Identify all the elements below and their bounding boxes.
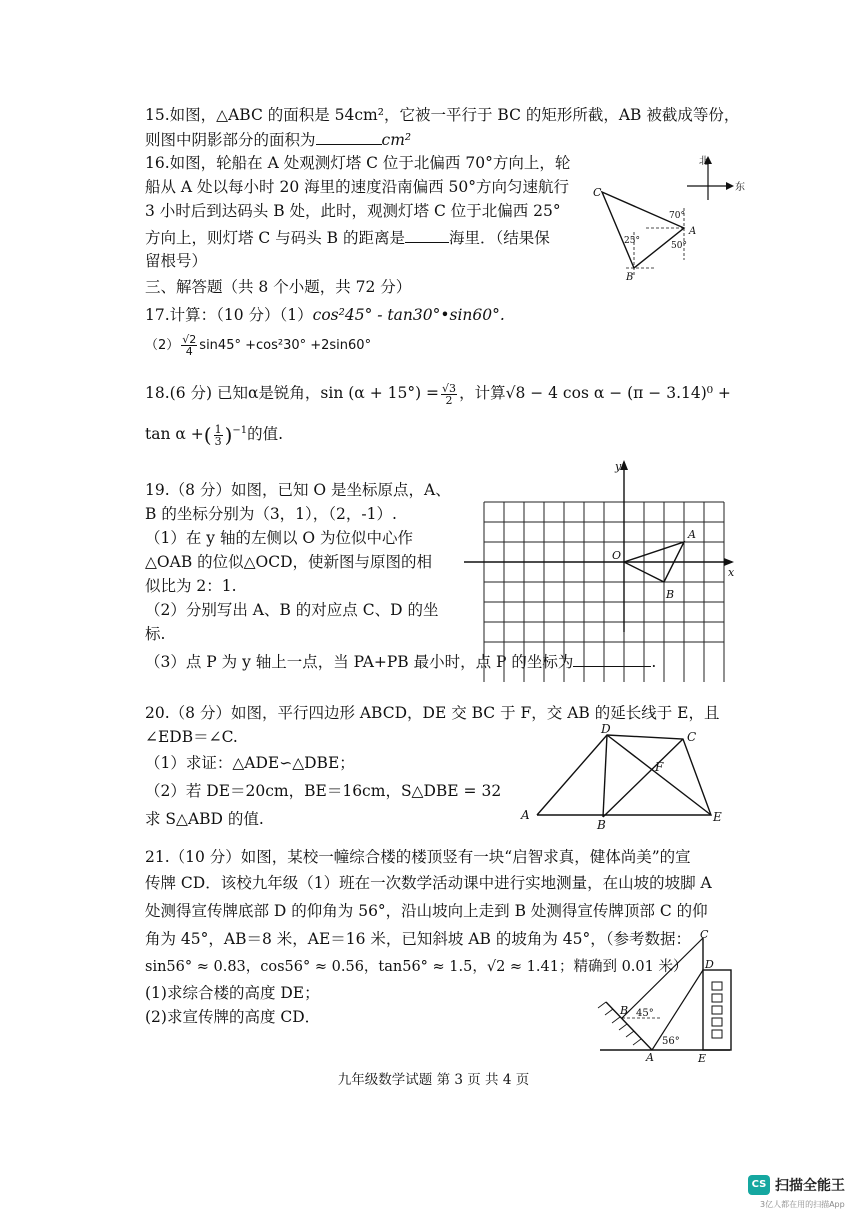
parallelogram-and-base: [537, 735, 711, 815]
q17-den: 4: [185, 345, 193, 358]
q19-line3: （1）在 y 轴的左侧以 O 为位似中心作: [145, 529, 414, 547]
camscanner-logo-icon: CS: [748, 1175, 770, 1195]
q18-line1: [145, 382, 731, 406]
angle-25: 25°: [624, 236, 640, 246]
q19-line8: [145, 650, 656, 673]
q16-line3: 3 小时后到达码头 B 处，此时，观测灯塔 C 位于北偏西 25°: [145, 202, 561, 220]
q18-den: 2: [445, 393, 453, 407]
q21-line5: sin56° ≈ 0.83，cos56° ≈ 0.56，tan56° ≈ 1.5，√2 ≈ 1.41；精确到 0.01 米）: [145, 959, 688, 975]
q15-line1: 15.如图，△ABC 的面积是 54cm²，它被一平行于 BC 的矩形所截，AB 被截成等份，: [145, 106, 740, 124]
q16-line2: 船从 A 处以每小时 20 海里的速度沿南偏西 50°方向匀速航行: [145, 178, 570, 196]
q18-frac-third: [214, 424, 223, 447]
q17-expr2: sin45° +cos²30° +2sin60°: [199, 338, 372, 353]
q21-angle-45: 45°: [636, 1008, 654, 1019]
q15-unit: cm²: [381, 131, 412, 149]
q17-line1: [145, 304, 505, 326]
building-windows: [712, 982, 722, 1038]
page-footer: 九年级数学试题 第 3 页 共 4 页: [337, 1072, 530, 1088]
segment-de: [607, 735, 711, 815]
q18-frac-sqrt3: [441, 383, 457, 406]
q19-line8-pre: （3）点 P 为 y 轴上一点，当 PA+PB 最小时，点 P 的坐标为: [145, 653, 574, 671]
q17-fraction: [181, 334, 197, 357]
q20-line5: 求 S△ABD 的值.: [145, 810, 264, 828]
q18-three: 3: [214, 434, 222, 448]
q18-pre: 18.(6 分) 已知α是锐角，sin (α + 15°) =: [145, 384, 440, 402]
q21-line7: (2)求宣传牌的高度 CD．: [145, 1008, 321, 1026]
q16-line1: 16.如图，轮船在 A 处观测灯塔 C 位于北偏西 70°方向上，轮: [145, 154, 571, 172]
q20-point-f: F: [655, 760, 664, 774]
q18-tan: tan α +: [145, 425, 204, 444]
q16-line4: [145, 226, 550, 249]
q20-line2: ∠EDB＝∠C.: [145, 728, 238, 746]
x-axis-label: x: [728, 566, 735, 579]
q21-line2: 传牌 CD．该校九年级（1）班在一次数学活动课中进行实地测量，在山坡的坡脚 A: [145, 874, 712, 892]
point-b: B: [626, 272, 634, 283]
q15-line2-text: 则图中阴影部分的面积为: [145, 131, 316, 149]
q16-answer-blank[interactable]: [405, 226, 449, 243]
q21-line1: 21.（10 分）如图，某校一幢综合楼的楼顶竖有一块“启智求真，健体尚美”的宣: [145, 848, 691, 866]
origin-label: O: [612, 549, 622, 562]
east-label: 东: [735, 182, 745, 193]
q21-line4: 角为 45°，AB＝8 米，AE＝16 米，已知斜坡 AB 的坡角为 45°，（参考数据：: [145, 930, 692, 948]
q21-point-c: C: [700, 928, 709, 941]
q16-line4-post: 海里．（结果保: [448, 229, 550, 247]
q16-figure: [590, 150, 760, 285]
y-axis-label: y: [615, 460, 622, 473]
q18-one: 1: [214, 422, 222, 436]
camscanner-tagline: 3亿人都在用的扫描App: [760, 1200, 845, 1209]
q17-part2-label: （2）: [145, 338, 180, 353]
q19-line7: 标.: [145, 625, 166, 643]
q20-point-d: D: [601, 722, 611, 736]
q17-label: 17.计算：（10 分）（1）: [145, 306, 313, 324]
q18-post: ，计算√8 − 4 cos α − (π − 3.14)⁰ +: [459, 384, 731, 402]
q19-line8-post: .: [651, 653, 657, 671]
section-3-heading: 三、解答题（共 8 个小题，共 72 分）: [145, 278, 412, 296]
q21-line3: 处测得宣传牌底部 D 的仰角为 56°，沿山坡向上走到 B 处测得宣传牌顶部 C 的仰: [145, 902, 708, 920]
q19-answer-blank[interactable]: [573, 650, 651, 667]
east-arrow-icon: [726, 182, 734, 190]
q20-point-b: B: [597, 818, 606, 832]
north-label: 北: [699, 156, 709, 167]
point-a-label: A: [688, 528, 696, 541]
segment-bc: [603, 739, 683, 817]
q19-coordinate-grid: [460, 458, 740, 638]
angle-50: 50°: [671, 241, 687, 251]
q18-line2: [145, 420, 283, 447]
q18-paren-close: ): [224, 423, 233, 448]
point-c: C: [593, 186, 602, 199]
q20-point-a: A: [521, 808, 530, 822]
q21-point-d: D: [705, 958, 714, 971]
q20-figure: [515, 722, 722, 832]
q16-line5: 留根号）: [145, 252, 208, 270]
q20-line3: （1）求证：△ADE∽△DBE；: [145, 754, 355, 772]
q18-exponent: −1: [232, 425, 248, 436]
q21-point-b: B: [620, 1004, 629, 1017]
q15-answer-blank[interactable]: [316, 128, 382, 145]
triangle-cab: [602, 192, 684, 268]
point-a: A: [689, 226, 697, 237]
x-arrow-icon: [724, 558, 734, 566]
q21-line6: (1)求综合楼的高度 DE；: [145, 984, 320, 1002]
q20-line1: 20.（8 分）如图，平行四边形 ABCD，DE 交 BC 于 F，交 AB 的延长线于 E，且: [145, 704, 720, 722]
q17-line2: [145, 334, 371, 357]
q16-line4-pre: 方向上，则灯塔 C 与码头 B 的距离是: [145, 229, 405, 247]
q18-post2: 的值.: [247, 425, 284, 444]
q21-figure: [590, 930, 750, 1065]
angle-70: 70°: [669, 211, 685, 221]
q21-angle-56: 56°: [662, 1036, 680, 1047]
q19-line6: （2）分别写出 A、B 的对应点 C、D 的坐: [145, 601, 439, 619]
q19-line2: B 的坐标分别为（3，1），（2，-1）.: [145, 505, 397, 523]
q19-line1: 19.（8 分）如图，已知 O 是坐标原点，A、: [145, 481, 451, 499]
q19-line4: △OAB 的位似△OCD，使新图与原图的相: [145, 553, 433, 571]
q21-point-a: A: [646, 1051, 654, 1064]
q21-point-e: E: [698, 1052, 707, 1065]
q15-line2: [145, 128, 411, 151]
q20-point-c: C: [687, 730, 697, 744]
point-b-label: B: [666, 588, 675, 601]
q17-expr1: cos²45° - tan30°•sin60°.: [312, 306, 505, 324]
sight-line-bc: [622, 938, 703, 1018]
segment-db: [603, 735, 607, 817]
q18-paren-open: (: [203, 423, 212, 448]
q19-line5: 似比为 2：1.: [145, 577, 237, 595]
q20-line4: （2）若 DE＝20cm，BE＝16cm，S△DBE = 32: [145, 782, 502, 800]
q20-point-e: E: [713, 810, 722, 824]
q17-num: √2: [182, 333, 197, 346]
camscanner-name: 扫描全能王: [775, 1178, 845, 1194]
q18-num: √3: [442, 381, 457, 395]
